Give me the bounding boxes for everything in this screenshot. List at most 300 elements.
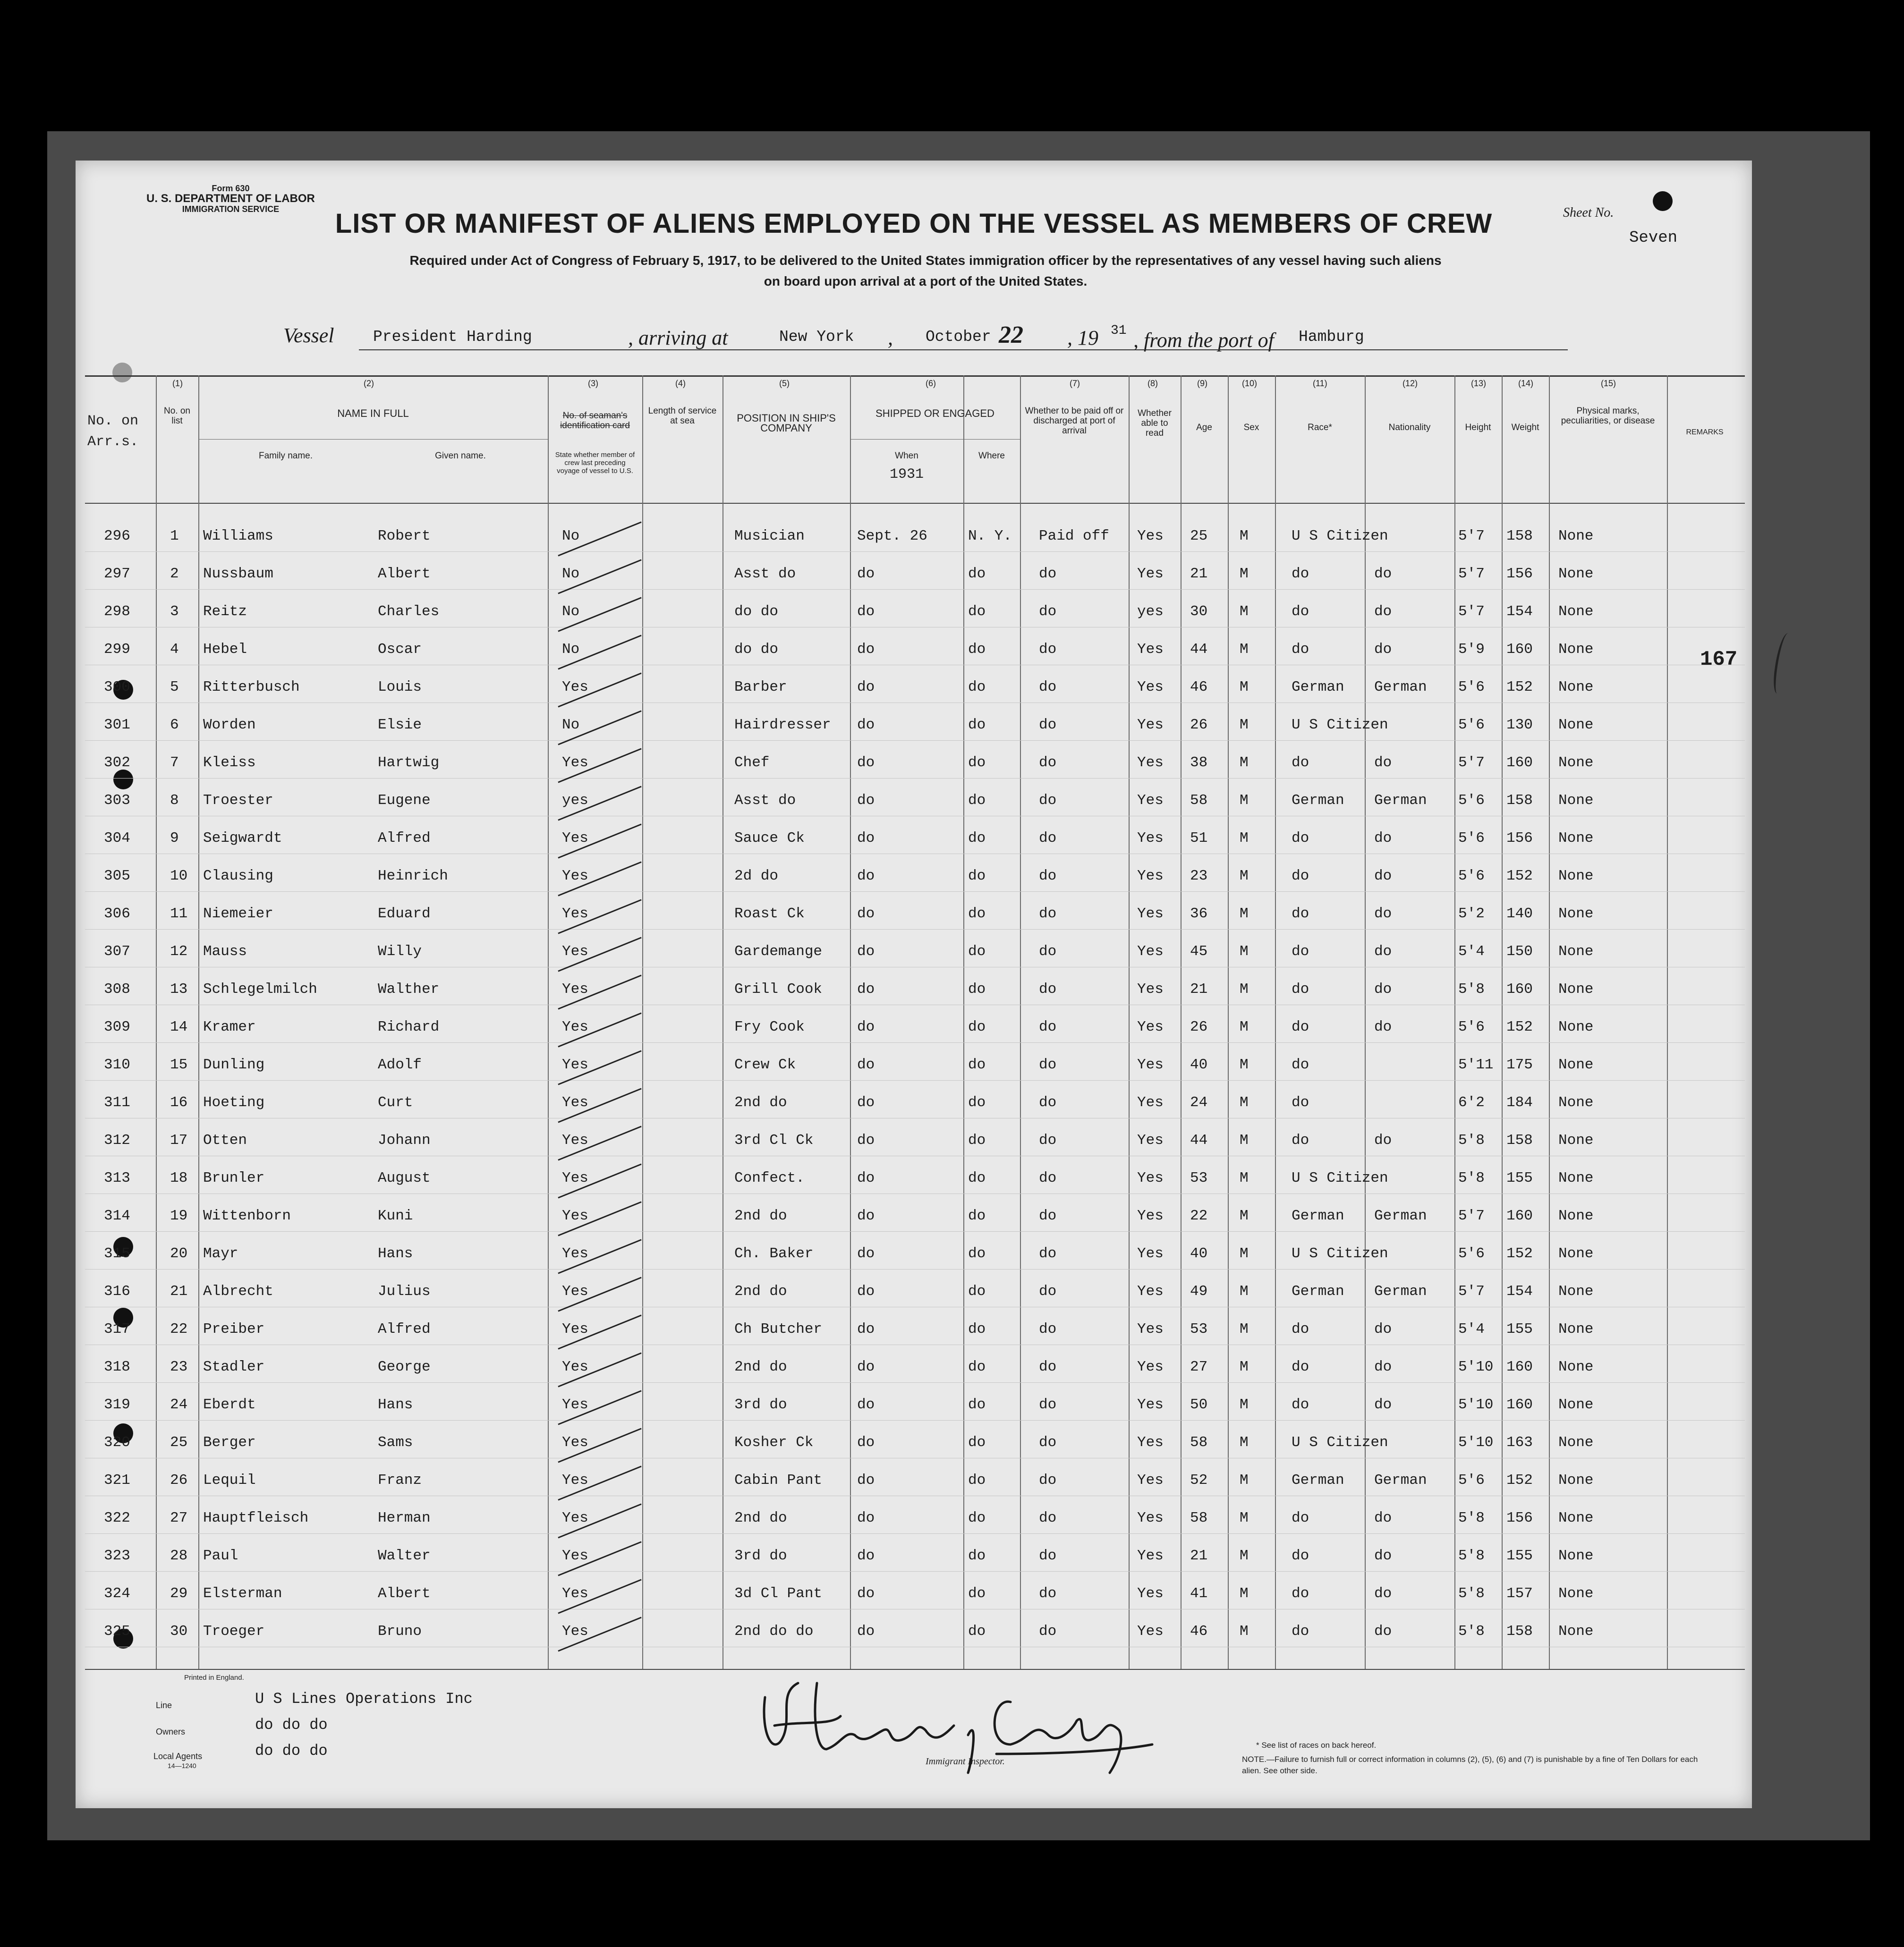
- physical-marks-cell: None: [1558, 1170, 1594, 1186]
- race-cell: German: [1292, 1472, 1344, 1489]
- position-cell: do do: [734, 641, 779, 658]
- race-cell: do: [1292, 868, 1309, 884]
- arr-no-cell: 311: [104, 1094, 130, 1111]
- shipped-where-cell: do: [968, 981, 986, 998]
- weight-cell: 155: [1506, 1548, 1533, 1564]
- able-to-read-cell: Yes: [1137, 1623, 1164, 1640]
- nationality-cell: do: [1374, 981, 1392, 998]
- given-name-cell: Alfred: [378, 1321, 431, 1338]
- sex-cell: M: [1240, 1132, 1249, 1149]
- prev-voyage-cell: Yes: [562, 1132, 588, 1149]
- header-shipped: SHIPPED OR ENGAGED: [876, 407, 994, 419]
- family-name-cell: Worden: [203, 717, 256, 733]
- weight-cell: 160: [1506, 1397, 1533, 1413]
- prev-voyage-cell: Yes: [562, 1057, 588, 1073]
- able-to-read-cell: Yes: [1137, 566, 1164, 582]
- list-no-cell: 29: [170, 1585, 188, 1602]
- shipped-when-cell: do: [857, 1548, 875, 1564]
- sex-cell: M: [1240, 1585, 1249, 1602]
- race-cell: do: [1292, 1548, 1309, 1564]
- owners-label: Owners: [156, 1727, 186, 1736]
- position-cell: Musician: [734, 528, 805, 544]
- height-cell: 5'6: [1458, 679, 1485, 695]
- list-no-cell: 22: [170, 1321, 188, 1338]
- manifest-sheet: Form 630 U. S. DEPARTMENT OF LABOR IMMIGRATION SERVICE LIST OR MANIFEST OF ALIENS EMPLOYED ON THE VESSEL AS MEMBERS OF CREW Required under Act of Congress of February 5, 1917, to be delivered to the United States immigration officer by the representatives of any vessel having such aliens on board upon arrival at a port of the United States. Sheet No. Seven Vessel President Harding , arriving at New York , October 22 , 19 31 , from the port of Hamburg (1) (2) (3) (4) (5) (6) (7) (8) (9) (10) (11) (12) (13) (14) (15) No. on Arr.s. No. on list NAME IN FULL Family name. Given name. No. of seaman's identification card State whether member of crew last preceding voyage of vessel to U.S. Length of service at sea POSITION IN SHIP'S COMPANY SHIPPED OR ENGAGED When 1931 Where Whether to be paid off or discharged at port of arrival Whether able to read Age Sex Race* Nationality Height Weight Physical marks, peculiarities, or disease REMARKS 296 1 Williams Robert No Musician Sept. 26 N. Y. Paid off Yes 25 M U S Citizen 5'7 158 None 297 2 Nussbaum Albert No Asst do do do do Yes 21 M do do 5'7 156 None 298 3 Reitz Charles No do do do do do yes 30 M do do 5'7 154 None 299 4 Hebel Oscar No do do do do do Yes 44 M do do 5'9 160 None 300 5 Ritterbusch Louis Yes Barber do do do Yes 46 M German German 5'6 152 None 301 6 Worden Elsie No Hairdresser do do do Yes 26 M U S Citizen 5'6 130 None 302 7 Kleiss Hartwig Yes Chef do do do Yes 38 M do do 5'7 160 None 303 8 Troester Eugene yes Asst do do do do Yes 58 M German German 5'6 158 None 304 9 Seigwardt Alfred Yes Sauce Ck do do do Yes 51 M do do 5'6 156 None 305 10 Clausing Heinrich Yes 2d do do do do Yes 23 M do do 5'6 152 None 306 11 Niemeier Eduard Yes Roast Ck do do do Yes 36 M do do 5'2 140 None 307 12 Mauss Willy Yes Gardemange do do do Yes 45 M do do 5'4 150 None 308 13 Schlegelmilch Walther Yes Grill Cook do do do Yes 21 M do do 5'8 160 None 309 14 Kramer Richard Yes Fry Cook do do do Yes 26 M do do 5'6 152 None 310 15 Dunling Adolf Yes Crew Ck do do do Yes 40 M do 5'11 175 None 311 16 Hoeting Curt Yes 2nd do do do do Yes 24 M do 6'2 184 None 312 17 Otten Johann Yes 3rd Cl Ck do do do Yes 44 M do do 5'8 158 None 313 18 Brunler August Yes Confect. do do do Yes 53 M U S Citizen 5'8 155 None 314 19 Wittenborn Kuni Yes 2nd do do do do Yes 22 M German German 5'7 160 None 315 20 Mayr Hans Yes Ch. Baker do do do Yes 40 M U S Citizen 5'6 152 None 316 21 Albrecht Julius Yes 2nd do do do do Yes 49 M German German 5'7 154 None 317 22 Preiber Alfred Yes Ch Butcher do do do Yes 53 M do do 5'4 155 None 318 23 Stadler George Yes 2nd do do do do Yes 27 M do do 5'10 160 None 319 24 Eberdt Hans Yes 3rd do do do do Yes 50 M do do 5'10 160 None 320 25 Berger Sams Yes Kosher Ck do do do Yes 58 M U S Citizen 5'10 163 None 321 26 Lequil Franz Yes Cabin Pant do do do Yes 52 M German German 5'6 152 None 322 27 Hauptfleisch Herman Yes 2nd do do do do Yes 58 M do do 5'8 156 None 323 28 Paul Walter Yes 3rd do do do do Yes 21 M do do 5'8 155 None 324 29 Elsterman Albert Yes 3d Cl Pant do do do Yes 41 M do do 5'8 157 None 325 30 Troeger Bruno Yes 2nd do do do do do Yes 46 M do do 5'8 158 None 167 Printed in England. Line U S Lines Operations Inc Owners do do do Local Agents 14—1240 do do do Immigrant Inspector. * See list of races on back hereof. NOTE.—Failure to furnish full or correct information in columns (2), (5), (6) and (7) is punishable by a fine of Ten Dollars for each alien. See other side.: [76, 161, 1752, 1808]
- shipped-where-cell: do: [968, 1472, 986, 1489]
- column-number: (8): [1148, 379, 1158, 388]
- prev-voyage-cell: Yes: [562, 943, 588, 960]
- physical-marks-cell: None: [1558, 1397, 1594, 1413]
- sex-cell: M: [1240, 1510, 1249, 1526]
- position-cell: Grill Cook: [734, 981, 823, 998]
- nationality-cell: do: [1374, 1548, 1392, 1564]
- weight-cell: 184: [1506, 1094, 1533, 1111]
- list-no-cell: 21: [170, 1283, 188, 1300]
- weight-cell: 158: [1506, 1623, 1533, 1640]
- page-title: LIST OR MANIFEST OF ALIENS EMPLOYED ON THE VESSEL AS MEMBERS OF CREW: [335, 208, 1493, 239]
- position-cell: Sauce Ck: [734, 830, 805, 847]
- shipped-where-cell: do: [968, 792, 986, 809]
- weight-cell: 152: [1506, 1019, 1533, 1035]
- able-to-read-cell: Yes: [1137, 1245, 1164, 1262]
- arr-no-cell: 312: [104, 1132, 130, 1149]
- weight-cell: 156: [1506, 830, 1533, 847]
- sex-cell: M: [1240, 717, 1249, 733]
- shipped-when-cell: do: [857, 1359, 875, 1375]
- race-cell: do: [1292, 1397, 1309, 1413]
- age-cell: 58: [1190, 1510, 1208, 1526]
- race-cell: do: [1292, 1132, 1309, 1149]
- position-cell: do do: [734, 603, 779, 620]
- arrival-port: New York: [779, 328, 854, 346]
- given-name-cell: Herman: [378, 1510, 431, 1526]
- shipped-when-cell: do: [857, 1623, 875, 1640]
- paid-off-cell: Paid off: [1039, 528, 1109, 544]
- race-cell: do: [1292, 603, 1309, 620]
- shipped-when-cell: do: [857, 1472, 875, 1489]
- physical-marks-cell: None: [1558, 868, 1594, 884]
- sex-cell: M: [1240, 1472, 1249, 1489]
- position-cell: 2nd do: [734, 1359, 787, 1375]
- weight-cell: 152: [1506, 1245, 1533, 1262]
- given-name-cell: Sams: [378, 1434, 413, 1451]
- physical-marks-cell: None: [1558, 1472, 1594, 1489]
- weight-cell: 158: [1506, 1132, 1533, 1149]
- age-cell: 40: [1190, 1245, 1208, 1262]
- shipped-when-cell: do: [857, 1321, 875, 1338]
- list-no-cell: 8: [170, 792, 179, 809]
- position-cell: Asst do: [734, 566, 796, 582]
- nationality-cell: do: [1374, 754, 1392, 771]
- list-no-cell: 14: [170, 1019, 188, 1035]
- family-name-cell: Otten: [203, 1132, 247, 1149]
- header-age: Age: [1196, 423, 1212, 432]
- paid-off-cell: do: [1039, 1472, 1057, 1489]
- family-name-cell: Troeger: [203, 1623, 265, 1640]
- sex-cell: M: [1240, 792, 1249, 809]
- age-cell: 49: [1190, 1283, 1208, 1300]
- given-name-cell: George: [378, 1359, 431, 1375]
- sex-cell: M: [1240, 679, 1249, 695]
- shipped-where-cell: do: [968, 679, 986, 695]
- paid-off-cell: do: [1039, 1321, 1057, 1338]
- height-cell: 5'7: [1458, 603, 1485, 620]
- able-to-read-cell: Yes: [1137, 1359, 1164, 1375]
- age-cell: 53: [1190, 1170, 1208, 1186]
- prev-voyage-cell: No: [562, 566, 580, 582]
- prev-voyage-cell: Yes: [562, 1208, 588, 1224]
- height-cell: 5'9: [1458, 641, 1485, 658]
- age-cell: 38: [1190, 754, 1208, 771]
- arr-no-cell: 316: [104, 1283, 130, 1300]
- given-name-cell: Walther: [378, 981, 440, 998]
- service: IMMIGRATION SERVICE: [182, 204, 280, 214]
- subtitle-line-1: Required under Act of Congress of February 5, 1917, to be delivered to the United States immigration officer by the representatives of any vessel having such aliens: [409, 253, 1442, 268]
- able-to-read-cell: Yes: [1137, 1132, 1164, 1149]
- shipped-when-cell: do: [857, 906, 875, 922]
- paid-off-cell: do: [1039, 717, 1057, 733]
- sex-cell: M: [1240, 1321, 1249, 1338]
- shipped-when-cell: do: [857, 1283, 875, 1300]
- arr-no-cell: 310: [104, 1057, 130, 1073]
- nationality-cell: do: [1374, 566, 1392, 582]
- arr-no-cell: 318: [104, 1359, 130, 1375]
- physical-marks-cell: None: [1558, 1585, 1594, 1602]
- arriving-label: , arriving at: [628, 326, 728, 349]
- age-cell: 21: [1190, 1548, 1208, 1564]
- paid-off-cell: do: [1039, 1019, 1057, 1035]
- arr-no-cell: 305: [104, 868, 130, 884]
- family-name-cell: Troester: [203, 792, 273, 809]
- arr-no-cell: 301: [104, 717, 130, 733]
- paid-off-cell: do: [1039, 1245, 1057, 1262]
- prev-voyage-cell: No: [562, 717, 580, 733]
- shipped-when-cell: do: [857, 566, 875, 582]
- nationality-cell: do: [1374, 943, 1392, 960]
- list-no-cell: 18: [170, 1170, 188, 1186]
- column-number: (12): [1402, 379, 1418, 388]
- arr-no-cell: 319: [104, 1397, 130, 1413]
- race-note: * See list of races on back hereof.: [1256, 1741, 1377, 1750]
- age-cell: 58: [1190, 792, 1208, 809]
- family-name-cell: Nussbaum: [203, 566, 273, 582]
- family-name-cell: Williams: [203, 528, 273, 544]
- family-name-cell: Stadler: [203, 1359, 265, 1375]
- age-cell: 24: [1190, 1094, 1208, 1111]
- column-number: (13): [1471, 379, 1487, 388]
- shipped-where-cell: do: [968, 603, 986, 620]
- header-name-in-full: NAME IN FULL: [337, 407, 409, 419]
- sex-cell: M: [1240, 754, 1249, 771]
- year-suffix: 31: [1111, 323, 1127, 338]
- sex-cell: M: [1240, 1359, 1249, 1375]
- paid-off-cell: do: [1039, 1359, 1057, 1375]
- position-cell: Ch. Baker: [734, 1245, 814, 1262]
- list-no-cell: 13: [170, 981, 188, 998]
- paid-off-cell: do: [1039, 1585, 1057, 1602]
- shipped-where-cell: do: [968, 830, 986, 847]
- shipped-when-cell: do: [857, 754, 875, 771]
- age-cell: 30: [1190, 603, 1208, 620]
- paid-off-cell: do: [1039, 792, 1057, 809]
- height-cell: 5'4: [1458, 1321, 1485, 1338]
- column-number: (11): [1313, 379, 1327, 388]
- remarks-count: 167: [1700, 648, 1738, 671]
- age-cell: 41: [1190, 1585, 1208, 1602]
- list-no-cell: 23: [170, 1359, 188, 1375]
- paid-off-cell: do: [1039, 1057, 1057, 1073]
- header-when: When: [895, 451, 918, 461]
- shipped-when-cell: do: [857, 792, 875, 809]
- nationality-cell: German: [1374, 792, 1427, 809]
- prev-voyage-cell: Yes: [562, 1548, 588, 1564]
- form-number: Form 630: [212, 184, 250, 193]
- physical-marks-cell: None: [1558, 1321, 1594, 1338]
- weight-cell: 157: [1506, 1585, 1533, 1602]
- prev-voyage-cell: Yes: [562, 1623, 588, 1640]
- list-no-cell: 6: [170, 717, 179, 733]
- physical-marks-cell: None: [1558, 754, 1594, 771]
- list-no-cell: 4: [170, 641, 179, 658]
- sex-cell: M: [1240, 1094, 1249, 1111]
- shipped-where-cell: do: [968, 1434, 986, 1451]
- height-cell: 5'10: [1458, 1434, 1494, 1451]
- nationality-cell: German: [1374, 1283, 1427, 1300]
- subtitle: [264, 250, 1587, 292]
- family-name-cell: Eberdt: [203, 1397, 256, 1413]
- family-name-cell: Seigwardt: [203, 830, 282, 847]
- arr-no-cell: 308: [104, 981, 130, 998]
- able-to-read-cell: Yes: [1137, 1170, 1164, 1186]
- weight-cell: 140: [1506, 906, 1533, 922]
- height-cell: 5'8: [1458, 1548, 1485, 1564]
- prev-voyage-cell: Yes: [562, 1434, 588, 1451]
- shipped-when-cell: do: [857, 1397, 875, 1413]
- nationality-cell: do: [1374, 868, 1392, 884]
- shipped-when-cell: do: [857, 1132, 875, 1149]
- prev-voyage-cell: No: [562, 528, 580, 544]
- shipped-where-cell: do: [968, 1208, 986, 1224]
- list-no-cell: 15: [170, 1057, 188, 1073]
- physical-marks-cell: None: [1558, 792, 1594, 809]
- column-number: (14): [1518, 379, 1534, 388]
- arr-no-cell: 313: [104, 1170, 130, 1186]
- shipped-when-cell: do: [857, 943, 875, 960]
- race-cell: do: [1292, 1623, 1309, 1640]
- height-cell: 5'8: [1458, 981, 1485, 998]
- nationality-cell: German: [1374, 1208, 1427, 1224]
- shipped-where-cell: do: [968, 1019, 986, 1035]
- list-no-cell: 9: [170, 830, 179, 847]
- sex-cell: M: [1240, 1208, 1249, 1224]
- age-cell: 46: [1190, 679, 1208, 695]
- prev-voyage-cell: Yes: [562, 981, 588, 998]
- height-cell: 5'7: [1458, 566, 1485, 582]
- able-to-read-cell: Yes: [1137, 641, 1164, 658]
- arr-no-cell: 297: [104, 566, 130, 582]
- able-to-read-cell: Yes: [1137, 1397, 1164, 1413]
- list-no-cell: 16: [170, 1094, 188, 1111]
- nationality-cell: do: [1374, 1397, 1392, 1413]
- sex-cell: M: [1240, 1397, 1249, 1413]
- shipped-where-cell: do: [968, 906, 986, 922]
- sex-cell: M: [1240, 1170, 1249, 1186]
- position-cell: Cabin Pant: [734, 1472, 823, 1489]
- prev-voyage-cell: Yes: [562, 1094, 588, 1111]
- age-cell: 25: [1190, 528, 1208, 544]
- position-cell: Roast Ck: [734, 906, 805, 922]
- family-name-cell: Dunling: [203, 1057, 265, 1073]
- weight-cell: 152: [1506, 868, 1533, 884]
- vessel-name: President Harding: [373, 328, 532, 346]
- prev-voyage-cell: Yes: [562, 1019, 588, 1035]
- able-to-read-cell: Yes: [1137, 1472, 1164, 1489]
- arrival-day: 22: [999, 322, 1023, 348]
- race-cell: do: [1292, 1585, 1309, 1602]
- nationality-cell: do: [1374, 603, 1392, 620]
- shipped-where-cell: do: [968, 943, 986, 960]
- position-cell: 2nd do: [734, 1283, 787, 1300]
- list-no-cell: 30: [170, 1623, 188, 1640]
- paid-off-cell: do: [1039, 1510, 1057, 1526]
- age-cell: 22: [1190, 1208, 1208, 1224]
- race-cell: do: [1292, 566, 1309, 582]
- family-name-cell: Clausing: [203, 868, 273, 884]
- family-name-cell: Kleiss: [203, 754, 256, 771]
- column-number: (6): [926, 379, 936, 388]
- sheet-number-label: Sheet No.: [1563, 205, 1614, 220]
- shipped-when-cell: Sept. 26: [857, 528, 927, 544]
- paid-off-cell: do: [1039, 830, 1057, 847]
- physical-marks-cell: None: [1558, 679, 1594, 695]
- shipped-where-cell: do: [968, 641, 986, 658]
- paid-off-cell: do: [1039, 906, 1057, 922]
- position-cell: 2nd do do: [734, 1623, 814, 1640]
- shipped-where-cell: do: [968, 1585, 986, 1602]
- able-to-read-cell: Yes: [1137, 1321, 1164, 1338]
- nationality-cell: do: [1374, 1321, 1392, 1338]
- nationality-cell: do: [1374, 906, 1392, 922]
- height-cell: 5'6: [1458, 1472, 1485, 1489]
- able-to-read-cell: Yes: [1137, 943, 1164, 960]
- arr-no-cell: 306: [104, 906, 130, 922]
- list-no-cell: 19: [170, 1208, 188, 1224]
- sex-cell: M: [1240, 1434, 1249, 1451]
- height-cell: 5'10: [1458, 1359, 1494, 1375]
- paid-off-cell: do: [1039, 754, 1057, 771]
- given-name-cell: Richard: [378, 1019, 440, 1035]
- height-cell: 5'7: [1458, 1208, 1485, 1224]
- age-cell: 53: [1190, 1321, 1208, 1338]
- arr-no-cell: 296: [104, 528, 130, 544]
- shipped-when-cell: do: [857, 641, 875, 658]
- shipped-when-cell: do: [857, 1585, 875, 1602]
- given-name-cell: Elsie: [378, 717, 422, 733]
- given-name-cell: Johann: [378, 1132, 431, 1149]
- sex-cell: M: [1240, 1548, 1249, 1564]
- header-physical-marks: Physical marks, peculiarities, or disease: [1561, 406, 1655, 426]
- position-cell: 3rd Cl Ck: [734, 1132, 814, 1149]
- owners-value: do do do: [255, 1716, 328, 1734]
- list-no-cell: 24: [170, 1397, 188, 1413]
- inspector-label: Immigrant Inspector.: [926, 1756, 1005, 1767]
- list-no-cell: 3: [170, 603, 179, 620]
- shipped-where-cell: do: [968, 868, 986, 884]
- header-nationality: Nationality: [1388, 423, 1431, 432]
- weight-cell: 175: [1506, 1057, 1533, 1073]
- weight-cell: 152: [1506, 1472, 1533, 1489]
- given-name-cell: Alfred: [378, 830, 431, 847]
- family-name-cell: Elsterman: [203, 1585, 282, 1602]
- given-name-cell: Curt: [378, 1094, 413, 1111]
- shipped-when-cell: do: [857, 1019, 875, 1035]
- list-no-cell: 20: [170, 1245, 188, 1262]
- column-number: (5): [779, 379, 790, 388]
- paid-off-cell: do: [1039, 603, 1057, 620]
- nationality-cell: German: [1374, 1472, 1427, 1489]
- weight-cell: 160: [1506, 754, 1533, 771]
- age-cell: 46: [1190, 1623, 1208, 1640]
- shipped-when-cell: do: [857, 1510, 875, 1526]
- able-to-read-cell: Yes: [1137, 1208, 1164, 1224]
- physical-marks-cell: None: [1558, 566, 1594, 582]
- list-no-cell: 12: [170, 943, 188, 960]
- sex-cell: M: [1240, 1057, 1249, 1073]
- arr-no-cell: 304: [104, 830, 130, 847]
- shipped-where-cell: do: [968, 1623, 986, 1640]
- able-to-read-cell: yes: [1137, 603, 1164, 620]
- year-prefix: , 19: [1067, 326, 1098, 349]
- race-cell: do: [1292, 1019, 1309, 1035]
- nationality-cell: German: [1374, 679, 1427, 695]
- physical-marks-cell: None: [1558, 981, 1594, 998]
- able-to-read-cell: Yes: [1137, 528, 1164, 544]
- sex-cell: M: [1240, 528, 1249, 544]
- column-number: (4): [675, 379, 686, 388]
- list-no-cell: 26: [170, 1472, 188, 1489]
- physical-marks-cell: None: [1558, 1208, 1594, 1224]
- age-cell: 58: [1190, 1434, 1208, 1451]
- age-cell: 26: [1190, 1019, 1208, 1035]
- shipped-when-cell: do: [857, 603, 875, 620]
- able-to-read-cell: Yes: [1137, 1019, 1164, 1035]
- family-name-cell: Hoeting: [203, 1094, 265, 1111]
- height-cell: 5'8: [1458, 1510, 1485, 1526]
- height-cell: 5'6: [1458, 830, 1485, 847]
- physical-marks-cell: None: [1558, 1548, 1594, 1564]
- able-to-read-cell: Yes: [1137, 830, 1164, 847]
- shipped-where-cell: do: [968, 1245, 986, 1262]
- shipped-when-cell: do: [857, 1057, 875, 1073]
- position-cell: 2nd do: [734, 1094, 787, 1111]
- nationality-cell: do: [1374, 1623, 1392, 1640]
- age-cell: 23: [1190, 868, 1208, 884]
- shipped-where-cell: do: [968, 717, 986, 733]
- race-cell: do: [1292, 641, 1309, 658]
- arr-no-cell: 300: [104, 679, 130, 695]
- given-name-cell: Robert: [378, 528, 431, 544]
- arrival-month: October: [926, 328, 991, 346]
- weight-cell: 130: [1506, 717, 1533, 733]
- family-name-cell: Mayr: [203, 1245, 238, 1262]
- able-to-read-cell: Yes: [1137, 868, 1164, 884]
- given-name-cell: Walter: [378, 1548, 431, 1564]
- list-no-cell: 2: [170, 566, 179, 582]
- able-to-read-cell: Yes: [1137, 1283, 1164, 1300]
- height-cell: 5'7: [1458, 1283, 1485, 1300]
- height-cell: 6'2: [1458, 1094, 1485, 1111]
- position-cell: Barber: [734, 679, 787, 695]
